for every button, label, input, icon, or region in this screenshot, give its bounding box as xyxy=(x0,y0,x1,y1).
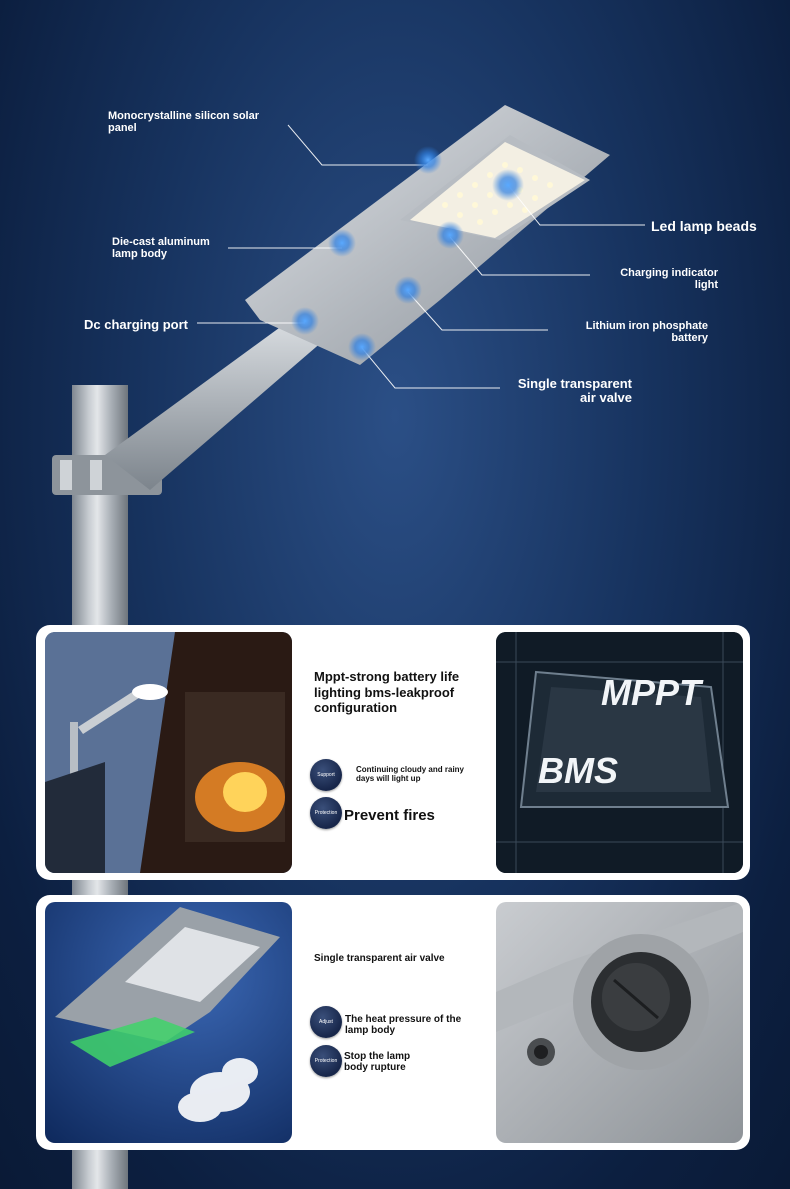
bms-chip-label: BMS xyxy=(538,750,618,791)
label-indicator: Charging indicator light xyxy=(620,267,718,291)
fire-comparison-photo xyxy=(45,632,292,873)
heat-pressure-text: The heat pressure of the lamp body xyxy=(345,1014,462,1036)
protection-badge: Protection xyxy=(310,797,342,829)
mppt-chip-label: MPPT xyxy=(601,672,702,713)
support-text: Continuing cloudy and rainy days will light up xyxy=(356,765,464,783)
card2-title: Single transparent air valve xyxy=(314,953,445,964)
label-charging-port: Dc charging port xyxy=(84,317,189,332)
label-lamp-body: Die-cast aluminum lamp body xyxy=(112,236,210,260)
mppt-card xyxy=(36,625,750,880)
support-badge: Support xyxy=(310,759,342,791)
chip-photo xyxy=(496,632,743,873)
label-led-beads: Led lamp beads xyxy=(651,218,757,234)
label-solar-panel: Monocrystalline silicon solar panel xyxy=(108,110,259,134)
air-valve-render xyxy=(45,902,292,1143)
protection-badge-2: Protection xyxy=(310,1045,342,1077)
adjust-badge: Adjust xyxy=(310,1006,342,1038)
stop-rupture-text: Stop the lamp body rupture xyxy=(344,1051,411,1073)
label-battery: Lithium iron phosphate battery xyxy=(585,320,708,344)
valve-closeup-photo xyxy=(496,902,743,1143)
label-air-valve: Single transparent air valve xyxy=(517,376,632,405)
prevent-fires-text: Prevent fires xyxy=(344,807,435,824)
card1-title: Mppt-strong battery life lighting bms-leakproof configuration xyxy=(314,669,460,716)
air-valve-card xyxy=(36,895,750,1150)
